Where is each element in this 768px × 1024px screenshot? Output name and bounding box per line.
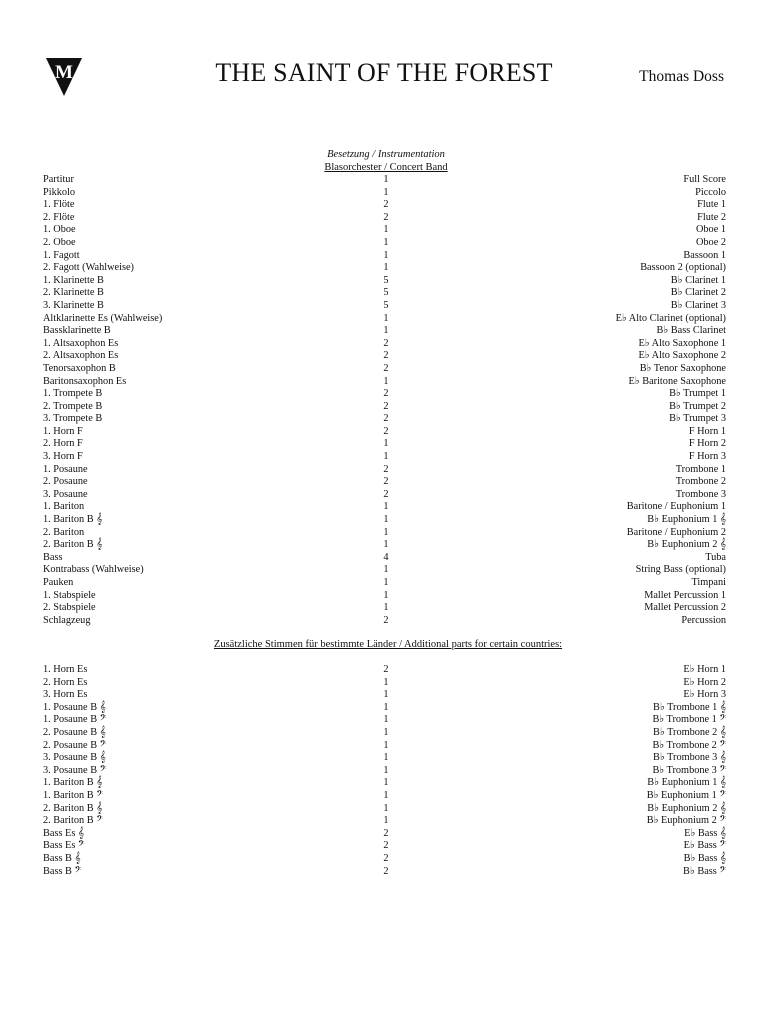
part-row	[43, 476, 726, 489]
part-row	[43, 325, 726, 338]
part-row	[43, 840, 726, 853]
part-name-german: 2. Flöte	[43, 211, 75, 223]
part-count: 1	[383, 375, 389, 387]
part-count: 2	[383, 413, 389, 425]
part-row	[43, 727, 726, 740]
part-count: 2	[383, 425, 389, 437]
part-name-english: Baritone / Euphonium 1	[626, 501, 726, 513]
part-name-german: 1. Posaune B 𝄢	[43, 714, 107, 726]
part-name-german: 1. Horn F	[43, 425, 83, 437]
part-count: 1	[383, 186, 389, 198]
part-row	[43, 237, 726, 250]
part-count: 1	[383, 689, 389, 701]
part-name-german: 2. Klarinette B	[43, 287, 104, 299]
part-name-german: 2. Horn Es	[43, 676, 88, 688]
part-row	[43, 287, 726, 300]
part-name-german: Partitur	[43, 174, 74, 185]
part-name-english: E♭ Horn 3	[683, 689, 726, 701]
part-name-german: 2. Bariton B 𝄞	[43, 802, 103, 814]
part-row	[43, 677, 726, 690]
part-name-german: 1. Posaune	[43, 463, 88, 475]
part-row	[43, 275, 726, 288]
part-row	[43, 828, 726, 841]
part-name-german: 1. Bariton	[43, 501, 85, 513]
part-name-english: B♭ Trombone 2 𝄢	[652, 739, 726, 751]
part-count: 2	[383, 211, 389, 223]
part-name-german: Pikkolo	[43, 186, 76, 198]
concert-band-heading: Blasorchester / Concert Band	[324, 161, 448, 173]
part-row	[43, 664, 726, 677]
part-row	[43, 413, 726, 426]
part-row	[43, 615, 726, 628]
part-name-german: 2. Oboe	[43, 236, 76, 248]
part-name-german: Altklarinette Es (Wahlweise)	[43, 312, 163, 324]
part-name-german: Bass B 𝄞	[43, 852, 81, 864]
part-count: 1	[383, 777, 389, 789]
part-row	[43, 426, 726, 439]
part-row	[43, 552, 726, 565]
part-name-german: 2. Posaune B 𝄢	[43, 739, 107, 751]
part-name-english: Trombone 1	[675, 463, 726, 475]
part-count: 2	[383, 664, 389, 675]
part-row	[43, 363, 726, 376]
part-count: 2	[383, 362, 389, 374]
part-count: 2	[383, 476, 389, 488]
part-count: 1	[383, 224, 389, 236]
part-name-english: F Horn 3	[688, 451, 726, 463]
part-row	[43, 790, 726, 803]
part-row	[43, 740, 726, 753]
instrumentation-subtitle: Besetzung / Instrumentation	[327, 149, 445, 160]
part-row	[43, 388, 726, 401]
part-name-english: Trombone 2	[675, 476, 726, 488]
part-count: 1	[383, 539, 389, 551]
part-name-english: B♭ Trumpet 1	[669, 388, 726, 400]
part-row	[43, 262, 726, 275]
instrumentation-heading	[0, 149, 768, 174]
part-name-german: 1. Posaune B 𝄞	[43, 701, 106, 713]
part-row	[43, 451, 726, 464]
part-count: 1	[383, 438, 389, 450]
part-count: 1	[383, 501, 389, 513]
part-name-german: 2. Trompete B	[43, 400, 103, 412]
part-name-german: Bass	[43, 551, 63, 563]
part-row	[43, 514, 726, 527]
part-count: 2	[383, 350, 389, 362]
part-count: 2	[383, 337, 389, 349]
part-name-german: 1. Fagott	[43, 249, 80, 261]
part-row	[43, 815, 726, 828]
part-name-german: Baritonsaxophon Es	[43, 375, 127, 387]
part-row	[43, 313, 726, 326]
part-name-german: Kontrabass (Wahlweise)	[43, 564, 144, 576]
part-name-english: E♭ Horn 1	[683, 664, 726, 675]
part-name-english: E♭ Horn 2	[683, 676, 726, 688]
part-name-english: B♭ Tenor Saxophone	[639, 362, 726, 374]
part-name-english: Oboe 1	[695, 224, 726, 236]
part-name-german: 3. Horn F	[43, 451, 83, 463]
part-name-german: 2. Horn F	[43, 438, 83, 450]
part-row	[43, 765, 726, 778]
part-name-english: B♭ Trombone 3 𝄞	[652, 752, 726, 764]
part-name-english: B♭ Trombone 3 𝄢	[652, 764, 726, 776]
part-name-english: E♭ Bass 𝄞	[684, 827, 726, 839]
page-title: THE SAINT OF THE FOREST	[215, 58, 553, 87]
part-name-german: Bass B 𝄢	[43, 865, 82, 877]
part-count: 1	[383, 714, 389, 726]
part-name-german: 3. Horn Es	[43, 689, 88, 701]
part-name-german: 2. Bariton B 𝄞	[43, 539, 103, 551]
part-row	[43, 489, 726, 502]
part-name-german: Pauken	[43, 577, 74, 588]
part-name-english: Timpani	[691, 577, 726, 588]
part-row	[43, 338, 726, 351]
part-name-english: Flute 2	[697, 211, 726, 223]
part-count: 1	[383, 676, 389, 688]
part-count: 1	[383, 312, 389, 324]
part-row	[43, 250, 726, 263]
part-row	[43, 539, 726, 552]
part-row	[43, 376, 726, 389]
part-name-english: E♭ Alto Saxophone 1	[638, 337, 726, 349]
part-count: 1	[383, 174, 389, 185]
part-name-english: Bassoon 2 (optional)	[640, 262, 726, 274]
part-name-english: B♭ Bass 𝄞	[683, 852, 726, 864]
part-count: 2	[383, 865, 389, 877]
part-row	[43, 866, 726, 879]
part-name-german: 3. Posaune B 𝄢	[43, 764, 107, 776]
part-count: 1	[383, 701, 389, 713]
part-name-german: 2. Posaune B 𝄞	[43, 726, 106, 738]
part-name-english: Baritone / Euphonium 2	[626, 526, 726, 538]
part-name-english: B♭ Clarinet 2	[670, 287, 726, 299]
part-name-german: 1. Flöte	[43, 199, 75, 211]
part-row	[43, 689, 726, 702]
part-count: 1	[383, 815, 389, 827]
part-count: 2	[383, 827, 389, 839]
part-count: 1	[383, 451, 389, 463]
part-name-english: F Horn 2	[688, 438, 726, 450]
part-name-german: 3. Posaune B 𝄞	[43, 752, 106, 764]
part-name-english: F Horn 1	[688, 425, 726, 437]
part-name-english: B♭ Euphonium 2 𝄢	[646, 815, 726, 827]
part-row	[43, 777, 726, 790]
part-row	[43, 187, 726, 200]
part-count: 1	[383, 739, 389, 751]
part-row	[43, 224, 726, 237]
part-name-english: Percussion	[681, 614, 726, 626]
part-name-german: 2. Altsaxophon Es	[43, 350, 119, 362]
part-count: 1	[383, 602, 389, 614]
part-name-german: Bass Es 𝄢	[43, 840, 85, 852]
part-count: 4	[383, 551, 389, 563]
part-count: 2	[383, 852, 389, 864]
part-row	[43, 577, 726, 590]
part-name-english: B♭ Trombone 1 𝄢	[652, 714, 726, 726]
part-name-english: B♭ Bass 𝄢	[683, 865, 726, 877]
part-row	[43, 590, 726, 603]
part-count: 1	[383, 577, 389, 588]
part-count: 1	[383, 802, 389, 814]
part-count: 1	[383, 249, 389, 261]
part-name-german: 1. Trompete B	[43, 388, 103, 400]
part-name-english: B♭ Bass Clarinet	[656, 325, 726, 337]
part-name-english: B♭ Euphonium 2 𝄞	[647, 539, 726, 551]
part-row	[43, 702, 726, 715]
part-count: 1	[383, 726, 389, 738]
part-count: 2	[383, 463, 389, 475]
part-row	[43, 464, 726, 477]
part-name-english: B♭ Trombone 2 𝄞	[652, 726, 726, 738]
part-count: 1	[383, 325, 389, 337]
part-row	[43, 212, 726, 225]
part-row	[43, 527, 726, 540]
part-name-german: 1. Altsaxophon Es	[43, 337, 119, 349]
part-name-english: B♭ Euphonium 1 𝄞	[647, 777, 726, 789]
part-count: 1	[383, 514, 389, 526]
part-name-german: 1. Horn Es	[43, 664, 88, 675]
logo-letter: M	[55, 62, 73, 83]
part-name-german: 3. Klarinette B	[43, 299, 104, 311]
part-name-german: Bass Es 𝄞	[43, 827, 84, 839]
part-row	[43, 300, 726, 313]
part-row	[43, 602, 726, 615]
part-row	[43, 174, 726, 187]
part-row	[43, 752, 726, 765]
part-count: 1	[383, 526, 389, 538]
part-name-english: Full Score	[683, 174, 726, 185]
part-name-german: 2. Stabspiele	[43, 602, 96, 614]
part-name-german: 2. Posaune	[43, 476, 88, 488]
part-name-english: B♭ Trumpet 3	[669, 413, 726, 425]
part-name-german: 1. Stabspiele	[43, 589, 96, 601]
part-name-german: Tenorsaxophon B	[43, 362, 116, 374]
additional-parts-heading: Zusätzliche Stimmen für bestimmte Länder / Additional parts for certain countries:	[213, 639, 563, 650]
part-count: 2	[383, 400, 389, 412]
part-name-english: Mallet Percussion 1	[644, 589, 726, 601]
part-name-german: 1. Bariton B 𝄞	[43, 514, 103, 526]
part-count: 1	[383, 789, 389, 801]
part-name-english: Flute 1	[697, 199, 726, 211]
part-count: 1	[383, 752, 389, 764]
part-name-german: Schlagzeug	[43, 614, 91, 626]
part-name-english: String Bass (optional)	[635, 564, 726, 576]
part-name-german: 1. Bariton B 𝄢	[43, 789, 103, 801]
part-count: 1	[383, 764, 389, 776]
part-count: 1	[383, 589, 389, 601]
part-count: 2	[383, 388, 389, 400]
instrumentation-list	[43, 174, 726, 627]
part-row	[43, 438, 726, 451]
part-name-german: 1. Klarinette B	[43, 274, 104, 286]
part-name-german: Bassklarinette B	[43, 325, 111, 337]
part-name-english: B♭ Trombone 1 𝄞	[652, 701, 726, 713]
part-name-german: 3. Posaune	[43, 488, 88, 500]
part-name-german: 2. Bariton B 𝄢	[43, 815, 103, 827]
part-name-english: E♭ Bass 𝄢	[683, 840, 726, 852]
part-name-english: Piccolo	[695, 186, 726, 198]
part-name-english: B♭ Trumpet 2	[669, 400, 726, 412]
part-name-german: 1. Bariton B 𝄞	[43, 777, 103, 789]
part-count: 2	[383, 488, 389, 500]
part-name-english: E♭ Alto Saxophone 2	[638, 350, 726, 362]
part-name-german: 2. Bariton	[43, 526, 85, 538]
part-name-german: 1. Oboe	[43, 224, 76, 236]
part-row	[43, 501, 726, 514]
part-name-english: Bassoon 1	[683, 249, 726, 261]
composer-name: Thomas Doss	[639, 68, 724, 85]
additional-parts-list	[43, 664, 726, 878]
part-name-german: 2. Fagott (Wahlweise)	[43, 262, 134, 274]
part-row	[43, 350, 726, 363]
part-name-english: E♭ Baritone Saxophone	[628, 375, 726, 387]
part-count: 2	[383, 614, 389, 626]
part-name-english: Mallet Percussion 2	[644, 602, 726, 614]
part-count: 2	[383, 840, 389, 852]
part-row	[43, 564, 726, 577]
part-count: 1	[383, 564, 389, 576]
part-name-english: Trombone 3	[675, 488, 726, 500]
part-row	[43, 803, 726, 816]
part-name-english: Tuba	[705, 551, 726, 563]
part-name-english: B♭ Euphonium 1 𝄞	[647, 514, 726, 526]
part-name-english: Oboe 2	[695, 236, 726, 248]
part-count: 2	[383, 199, 389, 211]
part-count: 5	[383, 287, 389, 299]
part-row	[43, 714, 726, 727]
part-name-english: B♭ Clarinet 3	[670, 299, 726, 311]
part-count: 1	[383, 236, 389, 248]
part-row	[43, 401, 726, 414]
part-name-english: E♭ Alto Clarinet (optional)	[615, 312, 726, 324]
part-row	[43, 853, 726, 866]
part-count: 5	[383, 274, 389, 286]
part-name-english: B♭ Clarinet 1	[670, 274, 726, 286]
part-name-english: B♭ Euphonium 1 𝄢	[646, 789, 726, 801]
part-name-english: B♭ Euphonium 2 𝄞	[647, 802, 726, 814]
part-count: 5	[383, 299, 389, 311]
part-row	[43, 199, 726, 212]
part-count: 1	[383, 262, 389, 274]
part-name-german: 3. Trompete B	[43, 413, 103, 425]
